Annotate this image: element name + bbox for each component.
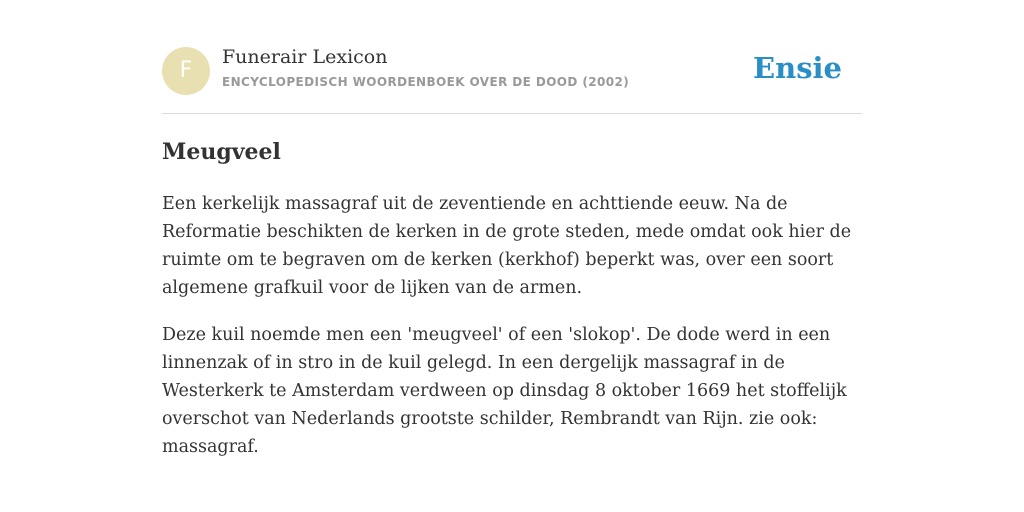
lexicon-subtitle: ENCYCLOPEDISCH WOORDENBOEK OVER DE DOOD (2002)	[222, 75, 630, 89]
divider	[162, 113, 862, 114]
entry-title: Meugveel	[162, 139, 281, 165]
page	[162, 0, 862, 512]
paragraph: Een kerkelijk massagraf uit de zeventiende en achttiende eeuw. Na de Reformatie beschikten de kerken in de grote steden, mede omdat ook hier de ruimte om te begraven om de kerken (kerkhof) beperkt was, over een soort algemene grafkuil voor de lijken van de armen.	[162, 194, 852, 298]
entry-body	[162, 190, 864, 480]
lexicon-title[interactable]: Funerair Lexicon	[222, 46, 388, 68]
avatar: F	[162, 47, 210, 95]
brand-logo[interactable]: Ensie	[753, 51, 842, 85]
lexicon-header	[162, 46, 862, 96]
paragraph: Deze kuil noemde men een 'meugveel' of een 'slokop'. De dode werd in een linnenzak of in stro in de kuil gelegd. In een dergelijk massagraf in de Westerkerk te Amsterdam verdween op dinsdag 8 oktober 1669 het stoffelijk overschot van Nederlands grootste schilder, Rembrandt van Rijn. zie ook: massagraf.	[162, 325, 847, 457]
